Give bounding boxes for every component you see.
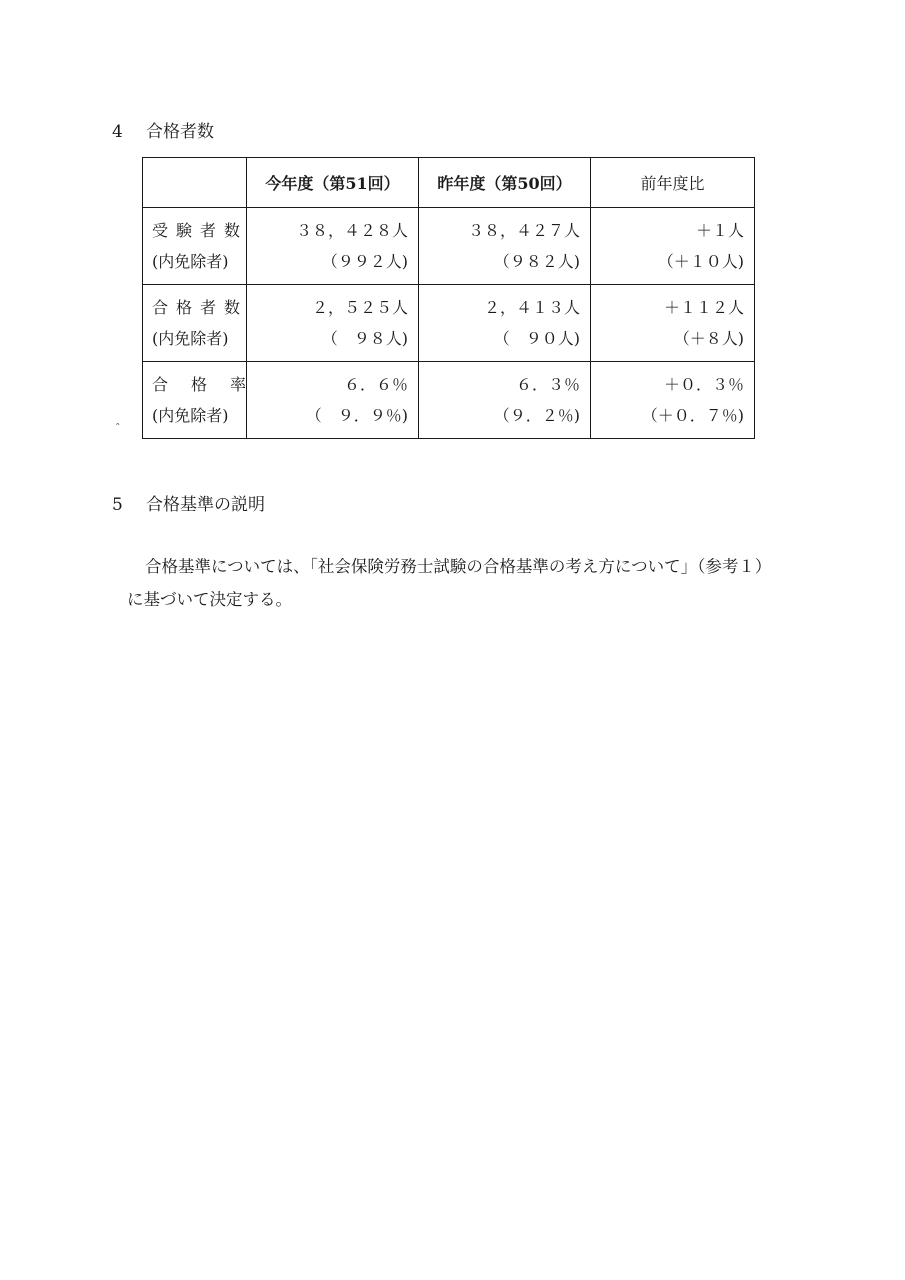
stray-mark: ˆ <box>115 422 121 435</box>
change-sub-value: （＋１０人) <box>657 252 744 271</box>
row-label-cell <box>143 285 247 362</box>
table-header-row <box>143 158 755 208</box>
header-cell-empty <box>143 158 247 208</box>
table-row <box>143 285 755 362</box>
table-row <box>143 208 755 285</box>
row-label-cell <box>143 362 270 439</box>
section-title: 合格基準の説明 <box>146 495 265 515</box>
row-sub-label: (内免除者) <box>152 252 229 271</box>
previous-year-cell <box>419 285 591 362</box>
current-value: ２，５２５人 <box>311 298 408 317</box>
row-sub-label: (内免除者) <box>152 406 229 425</box>
current-sub-value: （ ９．９％) <box>305 406 408 425</box>
header-cell-previous-year: 昨年度（第50回） <box>419 158 591 208</box>
current-sub-value: （ ９８人) <box>321 329 408 348</box>
change-value: ＋０．３％ <box>663 375 744 394</box>
change-sub-value: （＋８人) <box>673 329 744 348</box>
previous-value: ６．３％ <box>515 375 580 394</box>
section-number: 5 <box>112 495 123 515</box>
change-cell <box>591 362 755 439</box>
section-number: 4 <box>112 122 123 142</box>
section-title: 合格者数 <box>146 122 214 142</box>
table-row <box>143 362 755 439</box>
results-table <box>142 157 755 439</box>
previous-year-cell <box>419 208 591 285</box>
current-year-cell <box>247 285 419 362</box>
row-label: 合格者数 <box>152 298 249 317</box>
previous-sub-value: （９８２人) <box>493 252 580 271</box>
previous-value: ２，４１３人 <box>483 298 580 317</box>
section-4-heading <box>112 117 214 142</box>
current-sub-value: （９９２人) <box>321 252 408 271</box>
change-cell <box>591 285 755 362</box>
current-year-cell <box>247 362 419 439</box>
header-cell-current-year: 今年度（第51回） <box>247 158 419 208</box>
previous-sub-value: （９．２％) <box>493 406 580 425</box>
change-sub-value: （＋０．７％) <box>641 406 744 425</box>
previous-sub-value: （ ９０人) <box>493 329 580 348</box>
section-5-heading <box>112 490 265 515</box>
current-value: ６．６％ <box>343 375 408 394</box>
change-cell <box>591 208 755 285</box>
paragraph-line-2: に基づいて決定する。 <box>127 590 292 609</box>
header-cell-change: 前年度比 <box>591 158 755 208</box>
row-label: 合格率 <box>152 375 270 394</box>
change-value: ＋１１２人 <box>663 298 744 317</box>
previous-value: ３８，４２７人 <box>467 221 580 240</box>
current-value: ３８，４２８人 <box>295 221 408 240</box>
previous-year-cell <box>419 362 591 439</box>
paragraph-line-1: 合格基準については、「社会保険労務士試験の合格基準の考え方について」（参考１） <box>145 557 772 576</box>
row-sub-label: (内免除者) <box>152 329 229 348</box>
row-label-cell <box>143 208 247 285</box>
row-label: 受験者数 <box>152 221 249 240</box>
change-value: ＋１人 <box>695 221 744 240</box>
current-year-cell <box>247 208 419 285</box>
